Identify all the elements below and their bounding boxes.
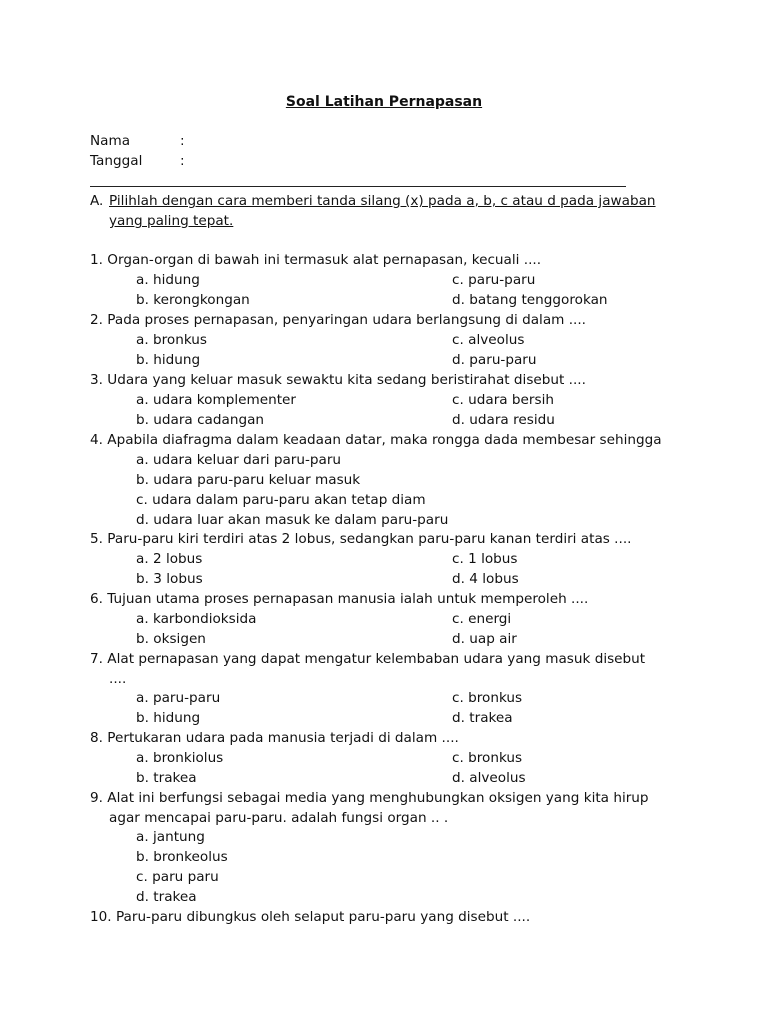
- question-9: 9. Alat ini berfungsi sebagai media yang menghubungkan oksigen yang kita hirup: [90, 790, 649, 806]
- option-6a: a. karbondioksida: [136, 611, 257, 627]
- question-3: 3. Udara yang keluar masuk sewaktu kita sedang beristirahat disebut ....: [90, 372, 586, 388]
- question-6: 6. Tujuan utama proses pernapasan manusia ialah untuk memperoleh ....: [90, 591, 589, 607]
- option-8d: d. alveolus: [452, 770, 526, 786]
- tanggal-label: Tanggal: [90, 153, 143, 169]
- option-3a: a. udara komplementer: [136, 392, 297, 408]
- nama-label: Nama: [90, 133, 131, 149]
- option-3c: c. udara bersih: [452, 392, 554, 408]
- option-8c: c. bronkus: [452, 750, 523, 766]
- instruction-prefix: A.: [90, 193, 104, 209]
- option-6c: c. energi: [452, 611, 512, 627]
- option-2a: a. bronkus: [136, 332, 207, 348]
- option-7d: d. trakea: [452, 710, 513, 726]
- option-1b: b. kerongkongan: [136, 292, 250, 308]
- nama-colon: :: [180, 133, 185, 149]
- option-9d: d. trakea: [136, 889, 197, 905]
- question-4: 4. Apabila diafragma dalam keadaan datar, maka rongga dada membesar sehingga: [90, 432, 662, 448]
- header-divider: [90, 186, 626, 187]
- option-7b: b. hidung: [136, 710, 201, 726]
- option-6b: b. oksigen: [136, 631, 206, 647]
- option-7a: a. paru-paru: [136, 690, 221, 706]
- question-1: 1. Organ-organ di bawah ini termasuk alat pernapasan, kecuali ....: [90, 252, 542, 268]
- option-5a: a. 2 lobus: [136, 551, 203, 567]
- tanggal-colon: :: [180, 153, 185, 169]
- option-5c: c. 1 lobus: [452, 551, 518, 567]
- option-2d: d. paru-paru: [452, 352, 537, 368]
- instruction-line-2: yang paling tepat.: [109, 213, 234, 229]
- option-2b: b. hidung: [136, 352, 201, 368]
- option-1c: c. paru-paru: [452, 272, 536, 288]
- option-9c: c. paru paru: [136, 869, 219, 885]
- question-10: 10. Paru-paru dibungkus oleh selaput paru-paru yang disebut ....: [90, 909, 531, 925]
- option-1a: a. hidung: [136, 272, 200, 288]
- option-1d: d. batang tenggorokan: [452, 292, 608, 308]
- page-title: Soal Latihan Pernapasan: [285, 94, 483, 110]
- option-3d: d. udara residu: [452, 412, 555, 428]
- option-4d: d. udara luar akan masuk ke dalam paru-paru: [136, 512, 449, 528]
- instruction-line-1: Pilihlah dengan cara memberi tanda silang (x) pada a, b, c atau d pada jawaban: [109, 193, 656, 209]
- option-6d: d. uap air: [452, 631, 517, 647]
- option-8a: a. bronkiolus: [136, 750, 224, 766]
- question-7-cont: ....: [109, 671, 127, 687]
- option-5d: d. 4 lobus: [452, 571, 519, 587]
- option-4b: b. udara paru-paru keluar masuk: [136, 472, 361, 488]
- question-5: 5. Paru-paru kiri terdiri atas 2 lobus, sedangkan paru-paru kanan terdiri atas ....: [90, 531, 632, 547]
- option-2c: c. alveolus: [452, 332, 525, 348]
- option-9a: a. jantung: [136, 829, 205, 845]
- option-9b: b. bronkeolus: [136, 849, 228, 865]
- option-4a: a. udara keluar dari paru-paru: [136, 452, 342, 468]
- question-9-cont: agar mencapai paru-paru. adalah fungsi organ .. .: [109, 810, 449, 826]
- question-7: 7. Alat pernapasan yang dapat mengatur kelembaban udara yang masuk disebut: [90, 651, 646, 667]
- option-3b: b. udara cadangan: [136, 412, 265, 428]
- option-5b: b. 3 lobus: [136, 571, 203, 587]
- option-8b: b. trakea: [136, 770, 197, 786]
- question-2: 2. Pada proses pernapasan, penyaringan udara berlangsung di dalam ....: [90, 312, 586, 328]
- question-8: 8. Pertukaran udara pada manusia terjadi di dalam ....: [90, 730, 459, 746]
- option-4c: c. udara dalam paru-paru akan tetap diam: [136, 492, 426, 508]
- option-7c: c. bronkus: [452, 690, 523, 706]
